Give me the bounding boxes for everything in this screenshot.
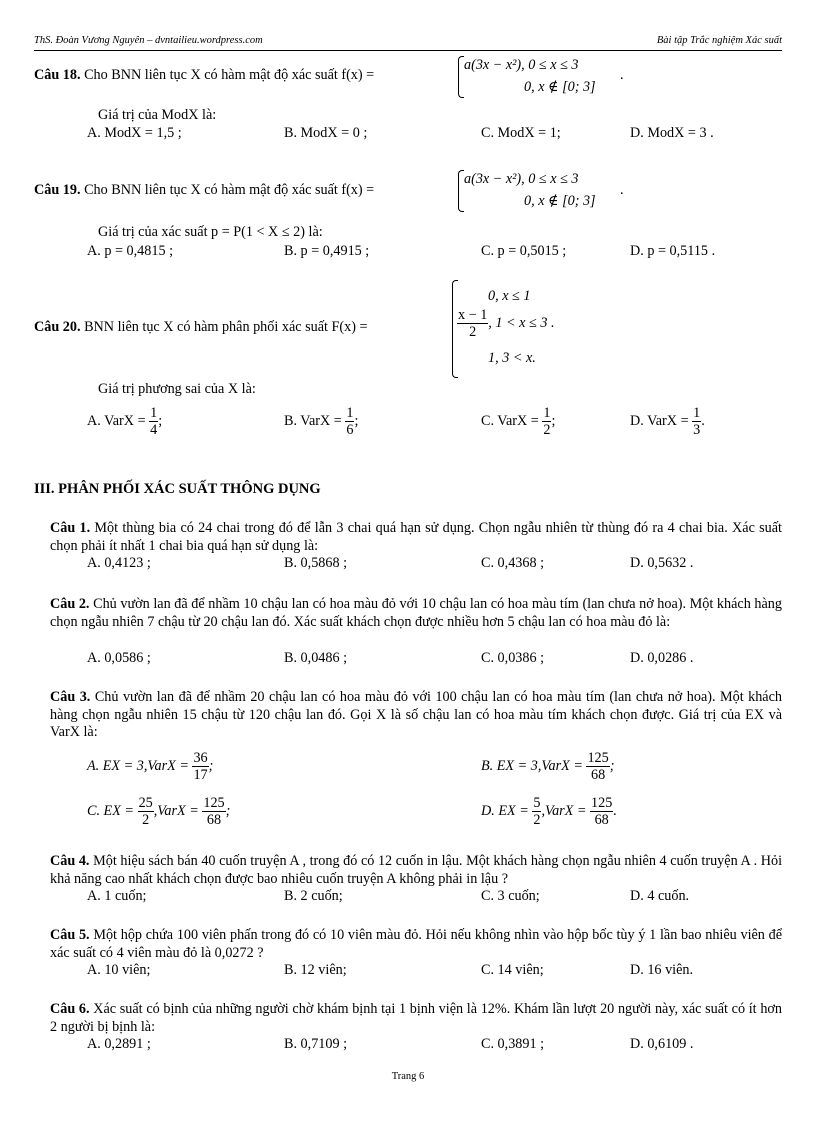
s3-option-d[interactable]: D. EX = $\frac{5}{2}$ ,VarX = $\frac{125}{68}$ . <box>481 795 617 828</box>
q20-stem: Câu 20. BNN liên tục X có hàm phân phối xác suất F(x) = <box>34 319 368 335</box>
s2-option-d[interactable]: D. 0,0286 . <box>630 650 694 666</box>
q19-option-b[interactable]: B. p = 0,4915 ; <box>284 243 370 259</box>
q19-dot: . <box>620 182 624 198</box>
header-title: Bài tập Trắc nghiệm Xác suất <box>656 35 782 46</box>
s4-option-a[interactable]: A. 1 cuốn; <box>87 888 147 904</box>
s1-option-a[interactable]: A. 0,4123 ; <box>87 555 151 571</box>
s2-option-b[interactable]: B. 0,0486 ; <box>284 650 348 666</box>
q20-option-a[interactable]: A. VarX = $\frac{1}{4}$ ; <box>87 405 163 438</box>
q18-dot: . <box>620 67 624 83</box>
s6-option-c[interactable]: C. 0,3891 ; <box>481 1036 545 1052</box>
s4-option-d[interactable]: D. 4 cuốn. <box>630 888 690 904</box>
q20-option-b[interactable]: B. VarX = $\frac{1}{6}$ ; <box>284 405 359 438</box>
q18-case2: 0, x ∉ [0; 3] <box>524 79 596 95</box>
s6-option-b[interactable]: B. 0,7109 ; <box>284 1036 348 1052</box>
s6-options <box>0 1036 816 1054</box>
s4-option-c[interactable]: C. 3 cuốn; <box>481 888 540 904</box>
q18-options <box>0 125 816 143</box>
s1-option-b[interactable]: B. 0,5868 ; <box>284 555 348 571</box>
q20-prompt: Giá trị phương sai của X là: <box>98 381 256 397</box>
q18-prompt: Giá trị của ModX là: <box>98 107 217 123</box>
q18-stem: Câu 18. Cho BNN liên tục X có hàm mật độ xác suất f(x) = <box>34 67 375 83</box>
s3-option-a[interactable]: A. EX = 3,VarX = $\frac{36}{17}$ ; <box>87 750 214 783</box>
page-number: Trang 6 <box>391 1071 425 1082</box>
section-title: III. PHÂN PHỐI XÁC SUẤT THÔNG DỤNG <box>34 481 321 497</box>
s4-stem: Câu 4. Một hiệu sách bán 40 cuốn truyện A , trong đó có 12 cuốn in lậu. Một khách hàng chọn ngẫu nhiên 4 cuốn truyện A . Hỏi khả năng cao nhất khách chọn được bao nhiêu cuốn truyện A không phải in lậu ? <box>50 853 783 887</box>
header-author: ThS. Đoàn Vương Nguyên – dvntailieu.wordpress.com <box>34 35 263 46</box>
s5-option-d[interactable]: D. 16 viên. <box>630 962 694 978</box>
s6-option-a[interactable]: A. 0,2891 ; <box>87 1036 151 1052</box>
s6-stem: Câu 6. Xác suất có bịnh của những người chờ khám bịnh tại 1 bịnh viện là 12%. Khám lần lượt 20 người này, xác suất có ít hơn 2 người bị bịnh là: <box>50 1001 783 1035</box>
s2-option-a[interactable]: A. 0,0586 ; <box>87 650 151 666</box>
s3-stem: Câu 3. Chủ vườn lan đã để nhầm 20 chậu lan có hoa màu đỏ với 100 chậu lan có hoa màu tím (lan chưa nở hoa). Một khách hàng chọn ngẫu nhiên 15 chậu từ 120 chậu lan đó. Gọi X là số chậu lan có hoa màu tím khách chọn được. Giá trị của EX và VarX là: <box>50 689 782 740</box>
s4-option-b[interactable]: B. 2 cuốn; <box>284 888 343 904</box>
q18-case1: a(3x − x²), 0 ≤ x ≤ 3 <box>464 57 579 73</box>
q20-case1: 0, x ≤ 1 <box>488 288 531 304</box>
s3-option-b[interactable]: B. EX = 3,VarX = $\frac{125}{68}$ ; <box>481 750 615 783</box>
s2-option-c[interactable]: C. 0,0386 ; <box>481 650 545 666</box>
q19-option-d[interactable]: D. p = 0,5115 . <box>630 243 716 259</box>
q20-case2: $\frac{x - 1}{2}$ , 1 < x ≤ 3 . <box>458 307 555 340</box>
q19-prompt: Giá trị của xác suất p = P(1 < X ≤ 2) là: <box>98 224 323 240</box>
s4-options <box>0 888 816 906</box>
s1-options <box>0 555 816 573</box>
q19-option-a[interactable]: A. p = 0,4815 ; <box>87 243 174 259</box>
q19-stem: Câu 19. Cho BNN liên tục X có hàm mật độ xác suất f(x) = <box>34 182 375 198</box>
s1-stem: Câu 1. Một thùng bia có 24 chai trong đó để lẫn 3 chai quá hạn sử dụng. Chọn ngẫu nhiên từ thùng đó ra 4 chai bia. Xác suất chọn phải ít nhất 1 chai bia quá hạn sử dụng là: <box>50 520 782 554</box>
s5-option-c[interactable]: C. 14 viên; <box>481 962 544 978</box>
s6-option-d[interactable]: D. 0,6109 . <box>630 1036 694 1052</box>
q19-option-c[interactable]: C. p = 0,5015 ; <box>481 243 567 259</box>
s5-option-a[interactable]: A. 10 viên; <box>87 962 151 978</box>
s1-option-c[interactable]: C. 0,4368 ; <box>481 555 545 571</box>
q18-option-d[interactable]: D. ModX = 3 . <box>630 125 714 141</box>
q18-option-a[interactable]: A. ModX = 1,5 ; <box>87 125 182 141</box>
s3-option-c[interactable]: C. EX = $\frac{25}{2}$ ,VarX = $\frac{125}{68}$ ; <box>87 795 231 828</box>
q20-case3: 1, 3 < x. <box>488 350 536 366</box>
s1-option-d[interactable]: D. 0,5632 . <box>630 555 694 571</box>
q20-option-d[interactable]: D. VarX = $\frac{1}{3}$ . <box>630 405 705 438</box>
q19-case2: 0, x ∉ [0; 3] <box>524 193 596 209</box>
s5-option-b[interactable]: B. 12 viên; <box>284 962 347 978</box>
q18-option-b[interactable]: B. ModX = 0 ; <box>284 125 368 141</box>
q18-option-c[interactable]: C. ModX = 1; <box>481 125 561 141</box>
q19-case1: a(3x − x²), 0 ≤ x ≤ 3 <box>464 171 579 187</box>
q20-options <box>0 405 816 445</box>
page-header <box>34 34 782 51</box>
q20-option-c[interactable]: C. VarX = $\frac{1}{2}$ ; <box>481 405 556 438</box>
s5-stem: Câu 5. Một hộp chứa 100 viên phấn trong đó có 10 viên màu đỏ. Hỏi nếu không nhìn vào hộp bốc tùy ý 1 lần bao nhiêu viên để xác suất có 4 viên màu đỏ là 0,0272 ? <box>50 927 783 961</box>
s5-options <box>0 962 816 980</box>
s2-options <box>0 650 816 668</box>
s2-stem: Câu 2. Chủ vườn lan đã để nhầm 10 chậu lan có hoa màu đỏ với 10 chậu lan có hoa màu tím (lan chưa nở hoa). Một khách hàng chọn ngẫu nhiên 7 chậu từ 20 chậu lan đó. Xác suất khách chọn được nhiều hơn 5 chậu lan có hoa màu đỏ là: <box>50 596 782 630</box>
q19-options <box>0 243 816 261</box>
